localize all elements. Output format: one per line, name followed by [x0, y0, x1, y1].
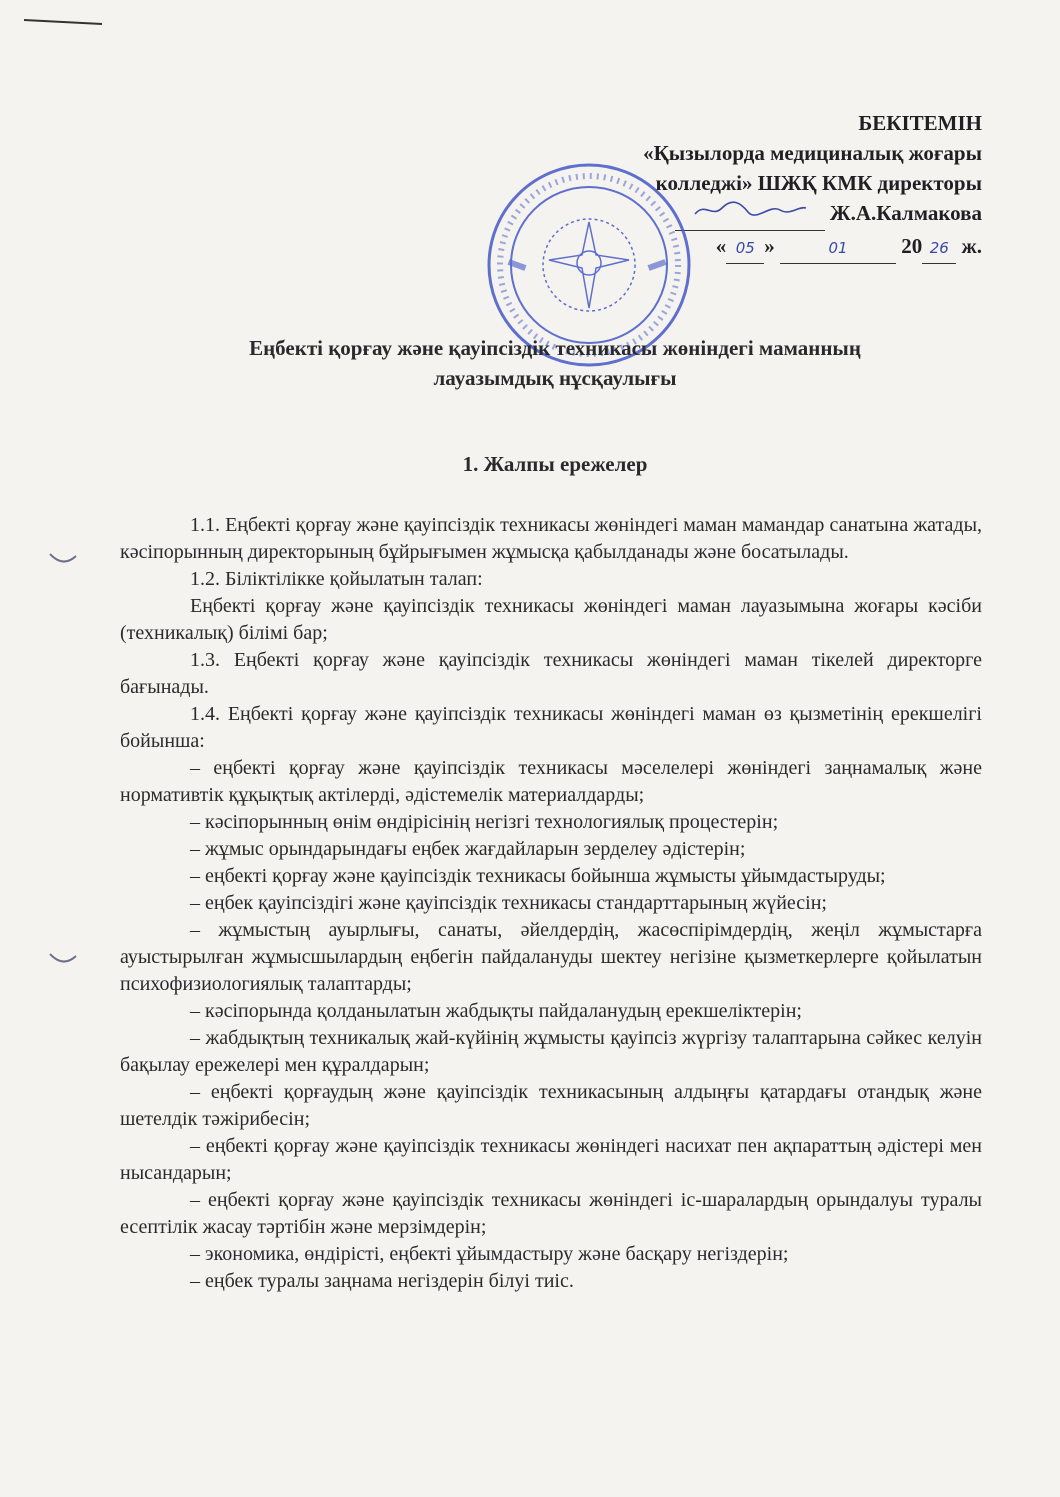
paragraph: Еңбекті қорғау және қауіпсіздік техникасы жөніндегі маман лауазымына жоғары кәсіби (техникалық) білімі бар; — [120, 595, 982, 644]
paragraph: 1.2. Біліктілікке қойылатын талап: — [190, 568, 483, 590]
list-item: – жабдықтың техникалық жай-күйінің жұмысты қауіпсіз жүргізу талаптарына сәйкес келуін бақылау ережелері мен құралдарын; — [120, 1027, 982, 1076]
director-name: Ж.А.Калмакова — [829, 201, 982, 225]
document-title — [120, 333, 990, 393]
list-item: – еңбекті қорғау және қауіпсіздік техникасы бойынша жұмысты ұйымдастыруды; — [190, 865, 886, 887]
signature-icon — [690, 198, 810, 220]
list-item: – еңбекті қорғау және қауіпсіздік техникасы жөніндегі іс-шаралардың орындалуы туралы есептілік жасау тәртібін және мерзімдерін; — [120, 1189, 982, 1238]
list-item: – кәсіпорынның өнім өндірісінің негізгі технологиялық процестерін; — [190, 811, 779, 833]
approval-org-line-2: колледжі» ШЖҚ КМК директоры — [655, 171, 982, 195]
date-day: 05 — [726, 233, 764, 264]
approval-date-line: « 05 » 01 20 26 ж. — [552, 231, 982, 264]
scan-mark-line — [22, 14, 104, 28]
document-body — [120, 512, 982, 1295]
binder-hole-icon — [48, 952, 78, 966]
paragraph: 1.4. Еңбекті қорғау және қауіпсіздік техникасы жөніндегі маман өз қызметінің ерекшелігі бойынша: — [120, 703, 982, 752]
list-item: – еңбек туралы заңнама негіздерін білуі тиіс. — [190, 1270, 574, 1292]
list-item: – жұмыстың ауырлығы, санаты, әйелдердің, жасөспірімдердің, жеңіл жұмыстарға ауыстырылған жұмысшылардың еңбегін пайдалануды шектеу негізіне қызметкерлерге қойылатын психофизиологиялық талаптарды; — [120, 919, 982, 995]
list-item: – еңбек қауіпсіздігі және қауіпсіздік техникасы стандарттарының жүйесін; — [190, 892, 827, 914]
list-item: – еңбекті қорғаудың және қауіпсіздік техникасының алдыңғы қатардағы отандық және шетелдік тәжірибесін; — [120, 1081, 982, 1130]
list-item: – жұмыс орындарындағы еңбек жағдайларын зерделеу әдістерін; — [190, 838, 746, 860]
paragraph: 1.3. Еңбекті қорғау және қауіпсіздік техникасы жөніндегі маман тікелей директорге бағынады. — [120, 649, 982, 698]
list-item: – еңбекті қорғау және қауіпсіздік техникасы мәселелері жөніндегі заңнамалық және нормативтік құқықтық актілерді, әдістемелік материалдарды; — [120, 757, 982, 806]
date-year-suffix: 26 — [922, 233, 956, 264]
binder-hole-icon — [48, 552, 78, 566]
list-item: – еңбекті қорғау және қауіпсіздік техникасы жөніндегі насихат пен ақпараттың әдістері мен нысандарын; — [120, 1135, 982, 1184]
title-line-1: Еңбекті қорғау және қауіпсіздік техникасы жөніндегі маманның — [249, 336, 861, 360]
paragraph: 1.1. Еңбекті қорғау және қауіпсіздік техникасы жөніндегі маман мамандар санатына жатады, кәсіпорынның директорының бұйрығымен жұмысқа қабылданады және босатылады. — [120, 514, 982, 563]
date-month: 01 — [780, 233, 896, 264]
list-item: – экономика, өндірісті, еңбекті ұйымдастыру және басқару негіздерін; — [190, 1243, 789, 1265]
approval-heading: БЕКІТЕМІН — [858, 111, 982, 135]
handwritten-signature — [675, 198, 825, 231]
approval-org-line-1: «Қызылорда медициналық жоғары — [643, 141, 982, 165]
list-item: – кәсіпорында қолданылатын жабдықты пайдаланудың ерекшеліктерін; — [190, 1000, 802, 1022]
title-line-2: лауазымдық нұсқаулығы — [433, 366, 677, 390]
section-heading: 1. Жалпы ережелер — [462, 452, 648, 476]
